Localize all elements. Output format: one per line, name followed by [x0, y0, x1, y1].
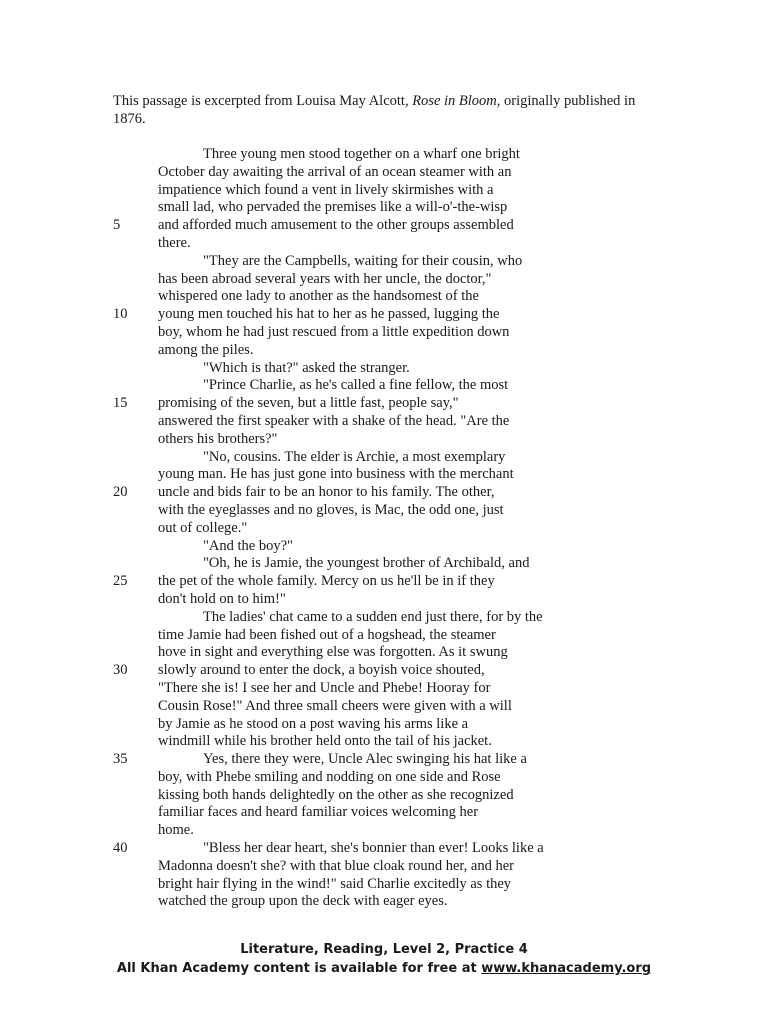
passage-line — [0, 520, 768, 538]
line-text: answered the first speaker with a shake of the head. "Are the — [158, 412, 510, 429]
line-text: boy, with Phebe smiling and nodding on one side and Rose — [158, 768, 501, 785]
passage-line — [0, 217, 768, 235]
line-text: "Prince Charlie, as he's called a fine fellow, the most — [203, 377, 509, 394]
passage-line — [0, 502, 768, 520]
line-text: slowly around to enter the dock, a boyish voice shouted, — [158, 662, 485, 679]
passage-line — [0, 538, 768, 556]
line-text: "Bless her dear heart, she's bonnier than ever! Looks like a — [203, 840, 544, 857]
passage-line — [0, 271, 768, 289]
line-text: Madonna doesn't she? with that blue cloak round her, and her — [158, 857, 514, 874]
line-number: 5 — [113, 217, 121, 234]
passage-line — [0, 733, 768, 751]
passage-line — [0, 555, 768, 573]
line-text: promising of the seven, but a little fast, people say," — [158, 395, 459, 412]
passage-line — [0, 680, 768, 698]
line-text: kissing both hands delightedly on the other as she recognized — [158, 786, 514, 803]
passage-line — [0, 822, 768, 840]
line-text: Yes, there they were, Uncle Alec swinging his hat like a — [203, 751, 527, 768]
line-text: time Jamie had been fished out of a hogshead, the steamer — [158, 626, 496, 643]
line-text: The ladies' chat came to a sudden end just there, for by the — [203, 608, 543, 625]
passage-line — [0, 288, 768, 306]
line-text: October day awaiting the arrival of an ocean steamer with an — [158, 163, 512, 180]
line-text: "There she is! I see her and Uncle and Phebe! Hooray for — [158, 679, 491, 696]
passage-line — [0, 591, 768, 609]
passage-line — [0, 253, 768, 271]
line-text: windmill while his brother held onto the tail of his jacket. — [158, 733, 492, 750]
passage-line — [0, 698, 768, 716]
line-number: 15 — [113, 395, 128, 412]
intro-text-before: This passage is excerpted from Louisa May Alcott, — [113, 93, 413, 109]
line-text: bright hair flying in the wind!" said Charlie excitedly as they — [158, 875, 512, 892]
line-text: don't hold on to him!" — [158, 590, 286, 607]
passage-line — [0, 573, 768, 591]
line-number: 20 — [113, 484, 128, 501]
line-text: "Oh, he is Jamie, the youngest brother of Archibald, and — [203, 555, 530, 572]
passage-line — [0, 627, 768, 645]
line-text: whispered one lady to another as the handsomest of the — [158, 288, 479, 305]
line-text: impatience which found a vent in lively skirmishes with a — [158, 181, 494, 198]
passage-line — [0, 146, 768, 164]
line-text: by Jamie as he stood on a post waving his arms like a — [158, 715, 469, 732]
passage-line — [0, 199, 768, 217]
passage-line — [0, 769, 768, 787]
footer-availability — [0, 959, 768, 978]
line-text: there. — [158, 234, 191, 251]
passage-line — [0, 342, 768, 360]
passage-line — [0, 306, 768, 324]
line-text: among the piles. — [158, 341, 254, 358]
line-text: out of college." — [158, 519, 248, 536]
passage-line — [0, 893, 768, 911]
passage-line — [0, 395, 768, 413]
line-text: has been abroad several years with her uncle, the doctor," — [158, 270, 492, 287]
line-number: 30 — [113, 662, 128, 679]
passage-line — [0, 431, 768, 449]
passage-line — [0, 484, 768, 502]
line-number: 35 — [113, 751, 128, 768]
line-number: 40 — [113, 840, 128, 857]
line-text: uncle and bids fair to be an honor to his family. The other, — [158, 484, 495, 501]
line-text: boy, whom he had just rescued from a little expedition down — [158, 323, 510, 340]
line-text: small lad, who pervaded the premises like a will-o'-the-wisp — [158, 199, 508, 216]
line-text: hove in sight and everything else was forgotten. As it swung — [158, 644, 508, 661]
footer-availability-text: All Khan Academy content is available for free at — [116, 961, 482, 976]
khan-academy-link[interactable]: www.khanacademy.org — [481, 961, 652, 976]
book-title: Rose in Bloom — [412, 93, 497, 109]
line-text: Three young men stood together on a wharf one bright — [203, 146, 520, 162]
line-text: "And the boy?" — [203, 537, 293, 554]
line-text: with the eyeglasses and no gloves, is Mac, the odd one, just — [158, 501, 504, 518]
passage-line — [0, 413, 768, 431]
intro-text-after: , originally published in 1876. — [113, 93, 636, 127]
passage-line — [0, 235, 768, 253]
passage-line — [0, 804, 768, 822]
passage-line — [0, 840, 768, 858]
line-text: others his brothers?" — [158, 430, 278, 447]
line-text: "No, cousins. The elder is Archie, a most exemplary — [203, 448, 506, 465]
line-text: young men touched his hat to her as he passed, lugging the — [158, 306, 500, 323]
passage-line — [0, 377, 768, 395]
line-text: "Which is that?" asked the stranger. — [203, 359, 410, 376]
line-text: and afforded much amusement to the other groups assembled — [158, 217, 514, 234]
footer-practice-title: Literature, Reading, Level 2, Practice 4 — [240, 942, 528, 957]
line-text: the pet of the whole family. Mercy on us he'll be in if they — [158, 573, 495, 590]
line-text: home. — [158, 822, 194, 839]
line-text: "They are the Campbells, waiting for their cousin, who — [203, 252, 523, 269]
passage-line — [0, 662, 768, 680]
passage-line — [0, 182, 768, 200]
page-footer — [0, 940, 768, 978]
line-text: watched the group upon the deck with eager eyes. — [158, 893, 448, 910]
passage-line — [0, 751, 768, 769]
passage-line — [0, 324, 768, 342]
passage-line — [0, 164, 768, 182]
passage-body — [0, 146, 768, 911]
passage-line — [0, 449, 768, 467]
passage-line — [0, 876, 768, 894]
passage-intro — [113, 92, 653, 128]
line-number: 10 — [113, 306, 128, 323]
line-text: Cousin Rose!" And three small cheers were given with a will — [158, 697, 512, 714]
passage-line — [0, 716, 768, 734]
passage-line — [0, 858, 768, 876]
line-text: young man. He has just gone into business with the merchant — [158, 466, 514, 483]
line-text: familiar faces and heard familiar voices welcoming her — [158, 804, 479, 821]
passage-line — [0, 644, 768, 662]
passage-line — [0, 787, 768, 805]
passage-line — [0, 360, 768, 378]
passage-line — [0, 466, 768, 484]
line-number: 25 — [113, 573, 128, 590]
passage-line — [0, 609, 768, 627]
